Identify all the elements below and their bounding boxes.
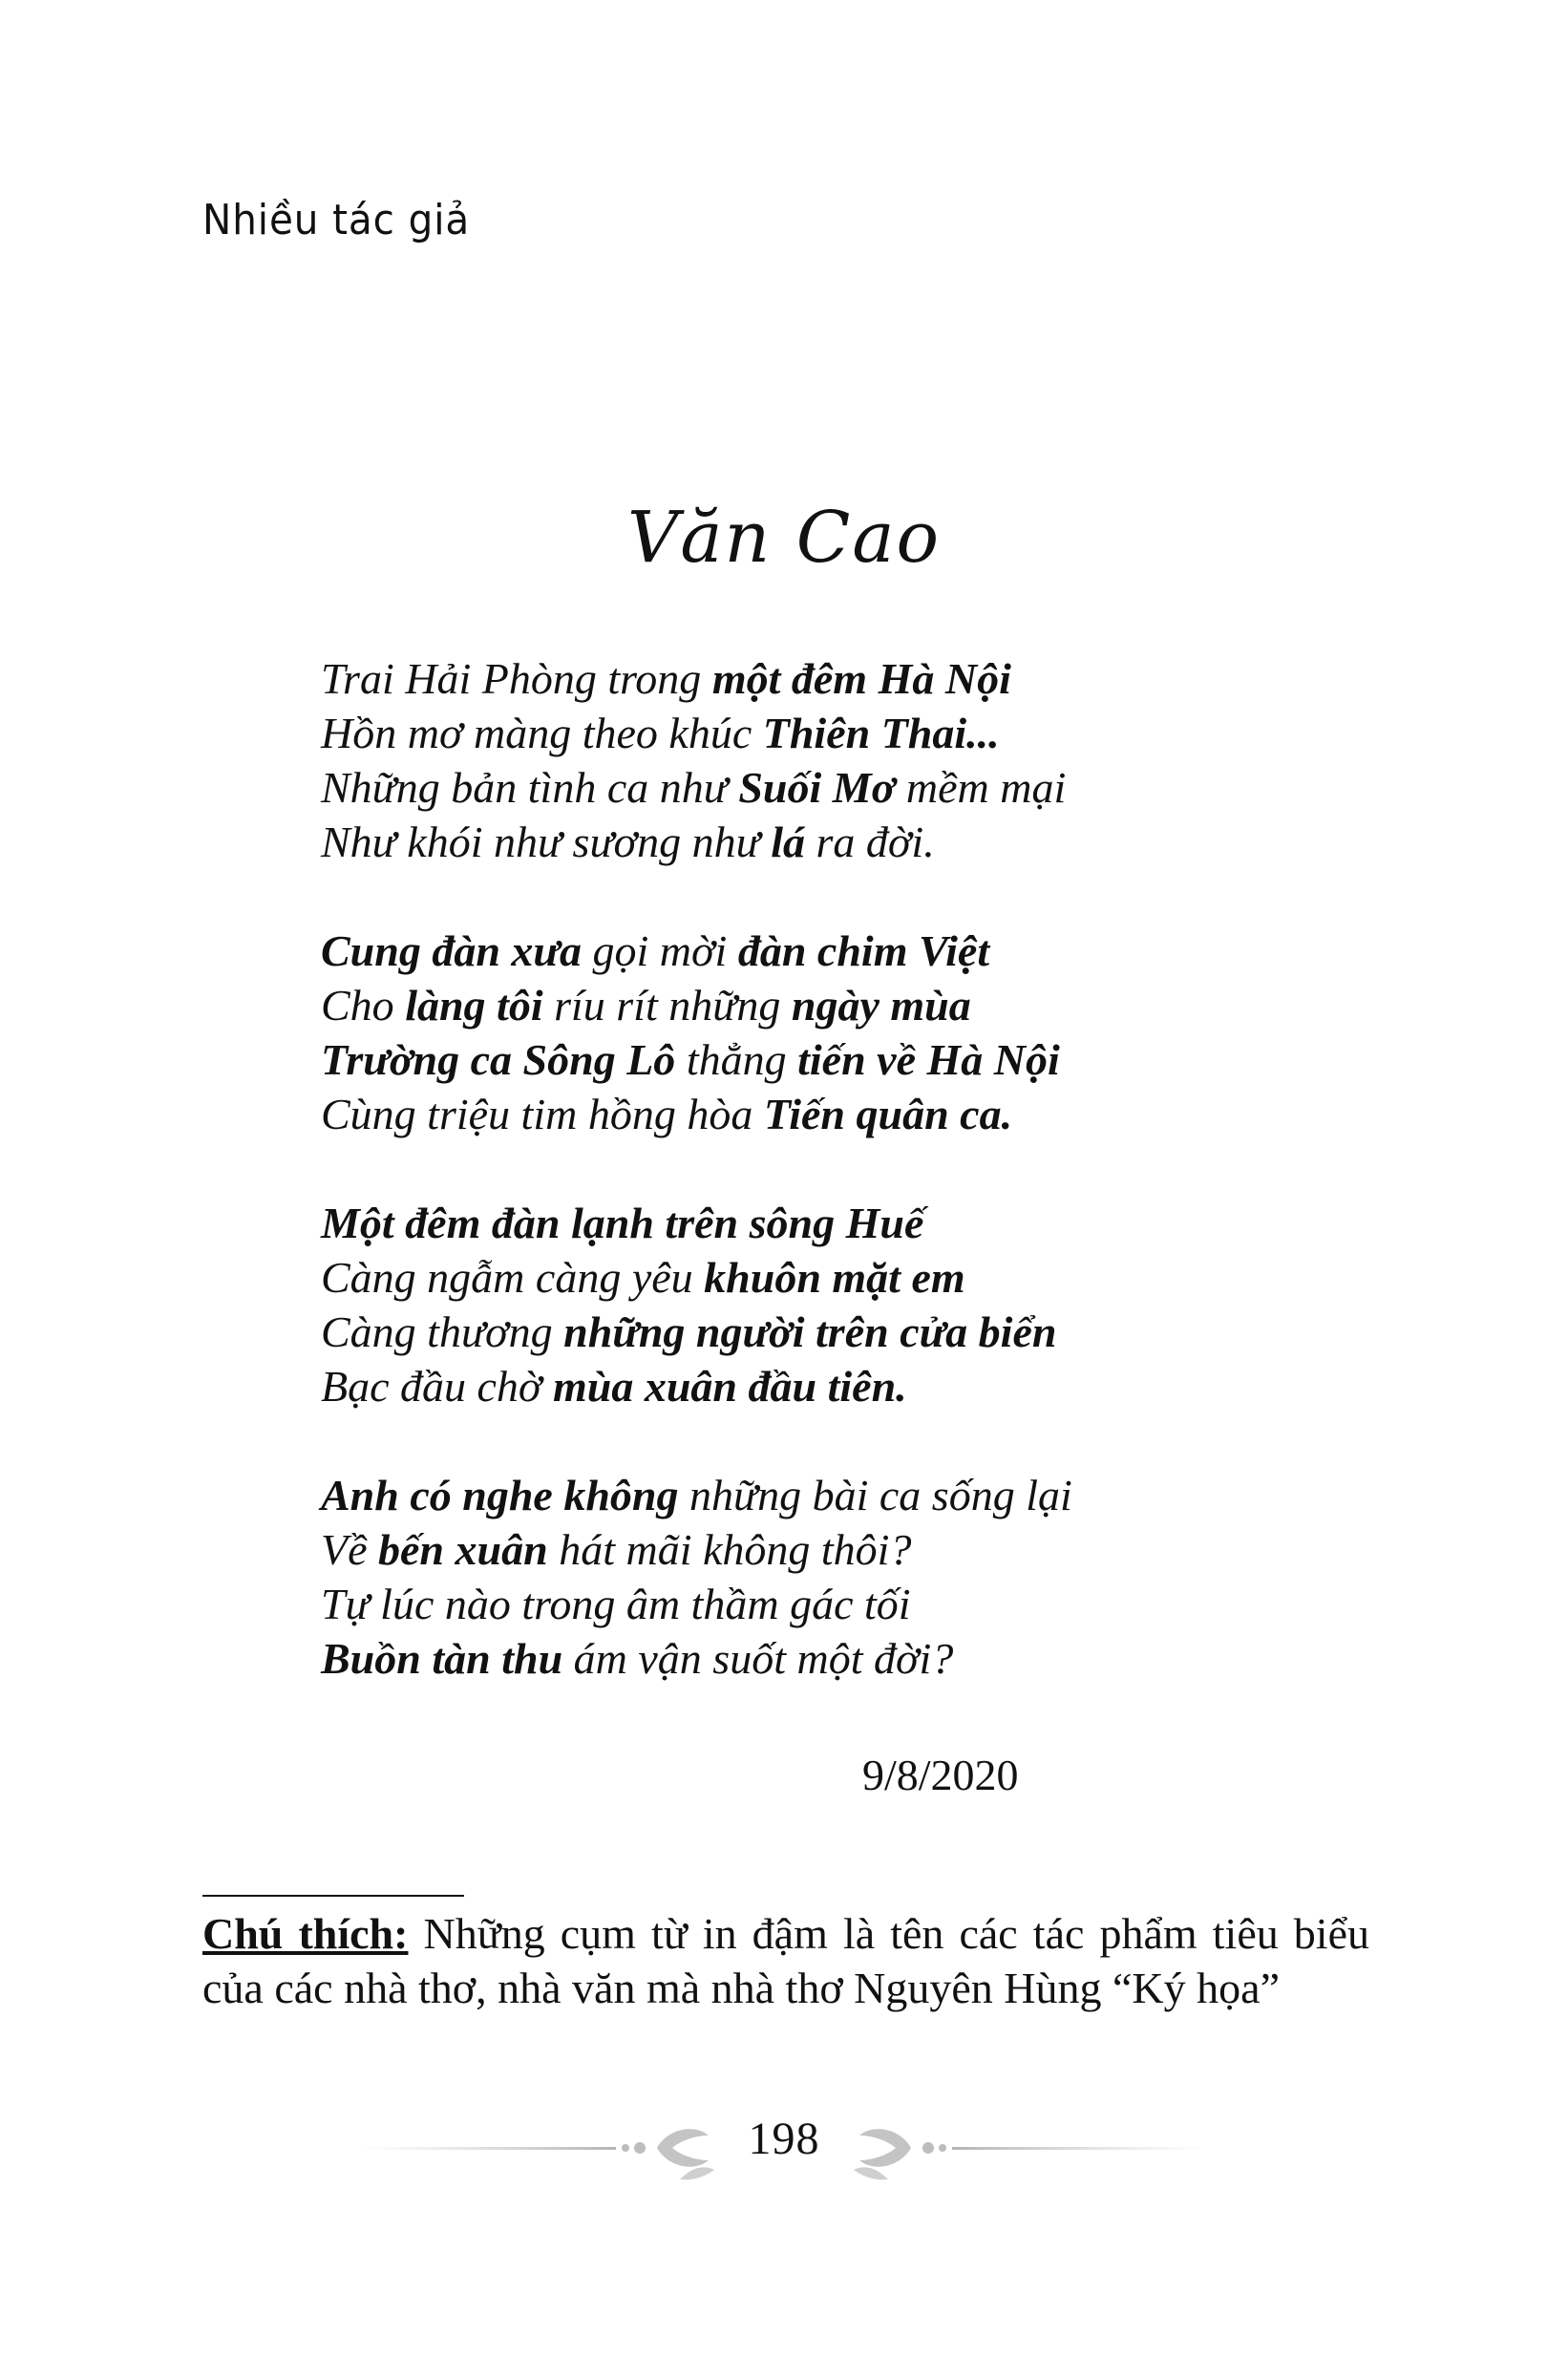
poem-line	[321, 1468, 1072, 1522]
poem-line	[321, 651, 1072, 706]
running-title: Nhiều tác giả	[202, 196, 471, 244]
poem-title: Văn Cao	[626, 497, 942, 579]
bold-phrase: bến xuân	[378, 1525, 548, 1574]
line-text: Càng thương	[321, 1307, 564, 1356]
line-text: ra đời.	[804, 818, 935, 866]
poem-date: 9/8/2020	[862, 1751, 1019, 1799]
footnote	[202, 1906, 1369, 2015]
bold-phrase: Anh có nghe không	[321, 1471, 679, 1519]
bold-phrase: đàn chim Việt	[737, 926, 990, 975]
line-text: Những bản tình ca như	[321, 763, 739, 812]
line-text: mềm mại	[895, 763, 1067, 812]
line-text: Tự lúc nào trong âm thầm gác tối	[321, 1580, 911, 1628]
bold-phrase: làng tôi	[405, 981, 543, 1030]
line-text: Về	[321, 1525, 379, 1574]
bold-phrase: mùa xuân đầu tiên.	[552, 1362, 907, 1411]
line-text: Hồn mơ màng theo khúc	[321, 709, 763, 757]
poem-body	[321, 651, 1072, 1740]
line-text: ám vận suốt một đời?	[562, 1634, 954, 1683]
line-text: Như khói như sương như	[321, 818, 772, 866]
bold-phrase: tiến về Hà Nội	[797, 1035, 1060, 1084]
footnote-text: Những cụm từ in đậm là tên các tác phẩm tiêu biểu của các nhà thơ, nhà văn mà nhà thơ Nguyên Hùng “Ký họa”	[202, 1909, 1370, 2012]
poem-line	[321, 706, 1072, 760]
stanza	[321, 924, 1072, 1141]
poem-line	[321, 1087, 1072, 1141]
poem-line	[321, 924, 1072, 978]
bold-phrase: Tiến quân ca.	[763, 1090, 1013, 1138]
footnote-rule	[202, 1895, 464, 1897]
poem-line	[321, 1522, 1072, 1577]
poem-line	[321, 1577, 1072, 1631]
line-text: ríu rít những	[542, 981, 792, 1030]
line-text: Bạc đầu chờ	[321, 1362, 553, 1411]
bold-phrase: khuôn mặt em	[704, 1253, 965, 1302]
poem-line	[321, 1631, 1072, 1686]
stanza	[321, 651, 1072, 869]
stanza	[321, 1468, 1072, 1686]
line-text: những bài ca sống lại	[678, 1471, 1072, 1519]
line-text: thẳng	[675, 1035, 798, 1084]
poem-line	[321, 815, 1072, 869]
page-footer	[0, 2101, 1568, 2197]
poem-line	[321, 1196, 1072, 1250]
poem-line	[321, 1305, 1072, 1359]
poem-line	[321, 1359, 1072, 1413]
bold-phrase: những người trên cửa biển	[563, 1307, 1057, 1356]
line-text: Trai Hải Phòng trong	[321, 654, 712, 703]
poem-line	[321, 1250, 1072, 1305]
poem-line	[321, 1032, 1072, 1087]
bold-phrase: Buồn tàn thu	[321, 1634, 563, 1683]
footnote-label: Chú thích:	[202, 1909, 409, 1958]
page-number: 198	[748, 2114, 820, 2164]
bold-phrase: Một đêm đàn lạnh trên sông Huế	[321, 1199, 924, 1247]
bold-phrase: ngày mùa	[791, 981, 971, 1030]
bold-phrase: Cung đàn xưa	[321, 926, 582, 975]
line-text: gọi mời	[582, 926, 738, 975]
bold-phrase: một đêm Hà Nội	[711, 654, 1011, 703]
bold-phrase: Trường ca Sông Lô	[321, 1035, 676, 1084]
line-text: Cùng triệu tim hồng hòa	[321, 1090, 764, 1138]
line-text: Cho	[321, 981, 406, 1030]
line-text: Càng ngẫm càng yêu	[321, 1253, 705, 1302]
line-text: hát mãi không thôi?	[547, 1525, 912, 1574]
stanza	[321, 1196, 1072, 1413]
poem-line	[321, 760, 1072, 815]
poem-line	[321, 978, 1072, 1032]
bold-phrase: Thiên Thai...	[762, 709, 1000, 757]
bold-phrase: Suối Mơ	[738, 763, 896, 812]
bold-phrase: lá	[771, 818, 805, 866]
